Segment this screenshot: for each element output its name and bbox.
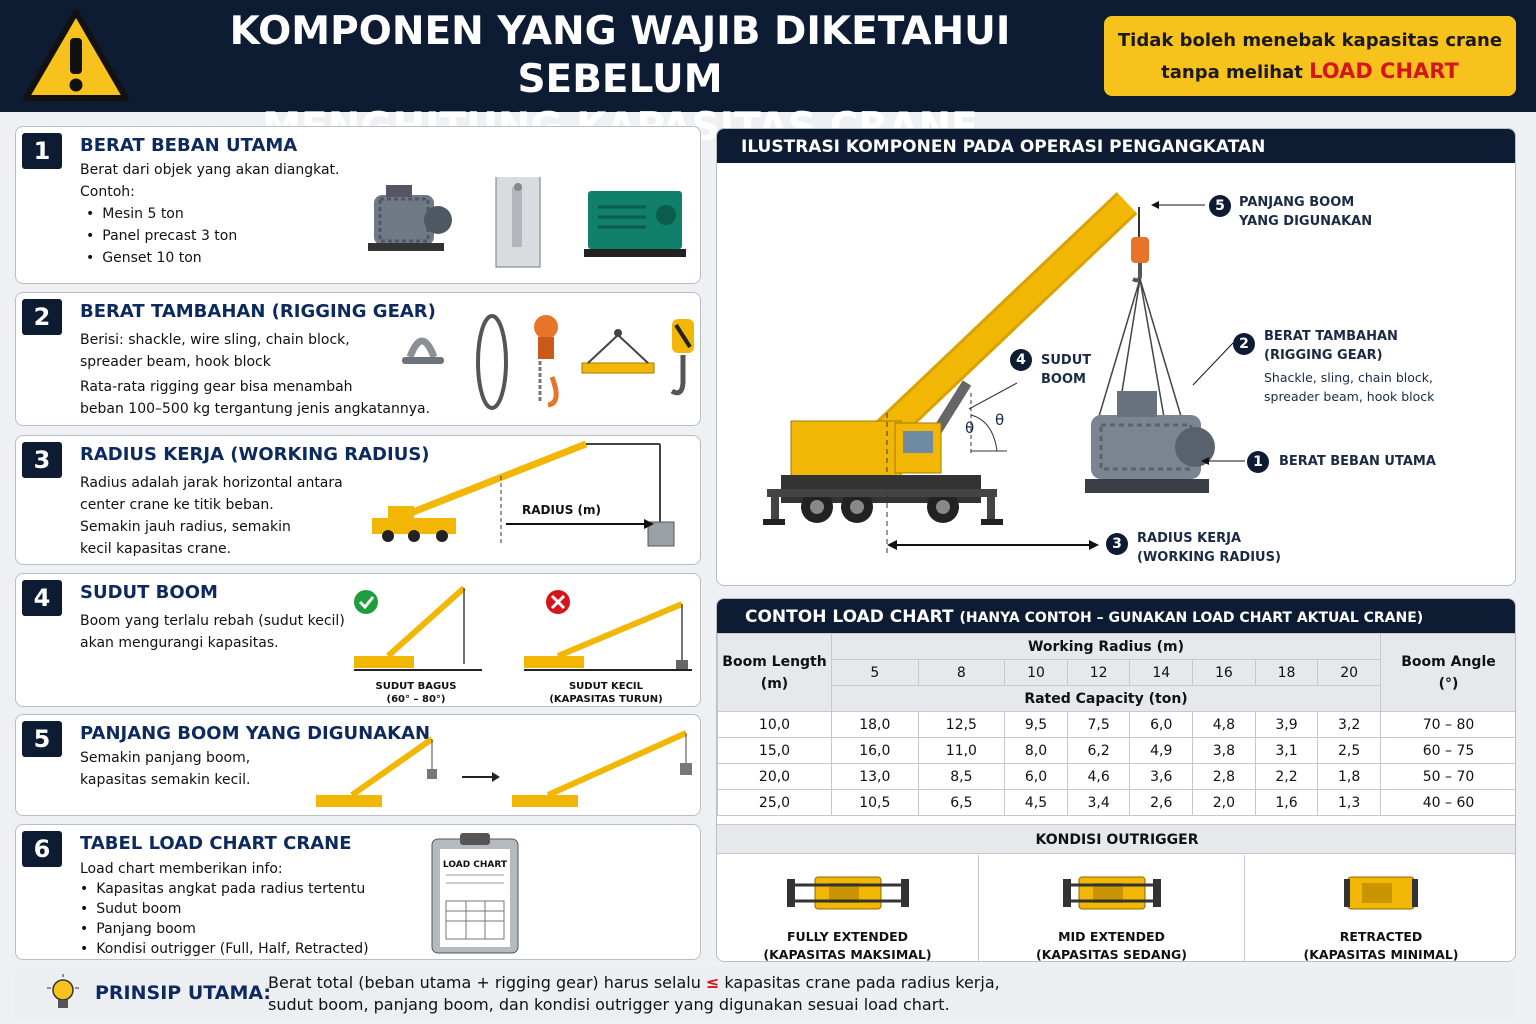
table-row: [718, 764, 1517, 790]
spreader-beam-icon: [582, 329, 654, 373]
capacity-cell: 3,6: [1130, 764, 1193, 790]
card-number: 1: [22, 133, 62, 169]
capacity-cell: 6,2: [1067, 738, 1130, 764]
long-boom-crane-icon: [512, 733, 692, 807]
boom-angle-cell: 60 – 75: [1381, 738, 1517, 764]
card-number: 2: [22, 299, 62, 335]
capacity-cell: 3,9: [1255, 712, 1318, 738]
capacity-cell: 10,5: [832, 790, 919, 816]
card-text: [80, 159, 339, 269]
angle-leader-line: [969, 383, 1017, 409]
motor-icon: [368, 185, 452, 251]
check-icon: [354, 590, 378, 614]
angle-arc: [971, 415, 997, 451]
card-line: Boom yang terlalu rebah (sudut kecil): [80, 613, 345, 629]
principle-text-part: kapasitas crane pada radius kerja,: [724, 973, 1000, 992]
outrigger-mid-extended: [979, 855, 1244, 962]
card-number: 5: [22, 721, 62, 757]
good-angle-label: SUDUT BAGUS: [375, 681, 457, 692]
capacity-cell: 6,0: [1005, 764, 1068, 790]
callout-badge-3: 3: [1106, 533, 1128, 555]
annotation-line: RADIUS KERJA: [1137, 531, 1242, 546]
bullet-item: • Kondisi outrigger (Full, Half, Retracted): [80, 939, 369, 959]
header-unit: (m): [760, 675, 789, 692]
precast-panel-icon: [496, 177, 540, 267]
radius-value: 16: [1193, 660, 1256, 686]
card-line: Semakin jauh radius, semakin: [80, 519, 291, 535]
outrigger-header: KONDISI OUTRIGGER: [717, 824, 1516, 854]
capacity-cell: 2,6: [1130, 790, 1193, 816]
card-boom-length: [15, 714, 701, 816]
title-line-1: KOMPONEN YANG WAJIB DIKETAHUI SEBELUM: [229, 9, 1011, 102]
hook-block-icon: [672, 319, 694, 393]
genset-icon: [584, 191, 686, 257]
callout-badge-1: 1: [1247, 451, 1269, 473]
lightbulb-icon: [45, 974, 81, 1012]
chain-block-icon: [534, 315, 558, 405]
capacity-cell: 1,6: [1255, 790, 1318, 816]
capacity-cell: 1,8: [1318, 764, 1381, 790]
card-number: 3: [22, 442, 62, 478]
card-text: [80, 859, 369, 959]
motor-load-icon: [1085, 391, 1215, 493]
radius-label: RADIUS (m): [522, 503, 601, 517]
outrigger-fully-extended: [717, 855, 978, 962]
boom-length-cell: 10,0: [718, 712, 832, 738]
radius-value: 5: [832, 660, 919, 686]
outrigger-label: MID EXTENDED: [1058, 929, 1165, 944]
annotation-working-radius: [1137, 529, 1281, 567]
principle-title: PRINSIP UTAMA:: [95, 982, 272, 1004]
capacity-cell: 3,2: [1318, 712, 1381, 738]
theta-label: θ: [995, 411, 1005, 429]
callout-badge-4: 4: [1010, 349, 1032, 371]
load-chart-heading: [717, 599, 1515, 633]
boom-length-diagram: [312, 729, 692, 815]
outrigger-mid-icon: [1047, 863, 1177, 923]
boom-length-cell: 25,0: [718, 790, 832, 816]
capacity-cell: 11,0: [918, 738, 1005, 764]
card-line: Berat dari objek yang akan diangkat.: [80, 162, 340, 178]
radius-value: 20: [1318, 660, 1381, 686]
capacity-cell: 13,0: [832, 764, 919, 790]
radius-value: 8: [918, 660, 1005, 686]
capacity-cell: 2,5: [1318, 738, 1381, 764]
card-line: Contoh:: [80, 184, 135, 200]
clipboard-label: LOAD CHART: [442, 860, 508, 870]
bullet-item: • Mesin 5 ton: [86, 203, 339, 225]
annotation-line: (RIGGING GEAR): [1264, 348, 1383, 363]
bullet-item: • Sudut boom: [80, 899, 369, 919]
crane-icon: [372, 444, 586, 542]
capacity-cell: 12,5: [918, 712, 1005, 738]
capacity-cell: 8,5: [918, 764, 1005, 790]
card-line: Berisi: shackle, wire sling, chain block,: [80, 332, 350, 348]
header-unit: (°): [1438, 675, 1459, 692]
low-angle-crane-icon: [524, 604, 692, 670]
radius-value: 14: [1130, 660, 1193, 686]
boom-angle-header: [1381, 634, 1517, 712]
arrow-right-icon: [462, 772, 500, 782]
card-text: [80, 472, 343, 560]
good-angle-caption: [361, 680, 471, 706]
outrigger-sub: (KAPASITAS MINIMAL): [1303, 947, 1459, 962]
card-title: RADIUS KERJA (WORKING RADIUS): [80, 444, 430, 465]
card-line: Load chart memberikan info:: [80, 861, 283, 877]
card-working-radius: [15, 435, 701, 565]
header-text: Boom Length: [722, 653, 827, 670]
card-line: kapasitas semakin kecil.: [80, 772, 251, 788]
callout-line-1: Tidak boleh menebak kapasitas crane: [1117, 30, 1503, 51]
callout-badge-5: 5: [1209, 195, 1231, 217]
annotation-line: YANG DIGUNAKAN: [1239, 214, 1373, 229]
capacity-cell: 4,8: [1193, 712, 1256, 738]
outrigger-full-icon: [783, 863, 913, 923]
radius-header: Working Radius (m): [832, 634, 1381, 660]
boom-angle-diagram: [352, 586, 692, 686]
outrigger-retracted-icon: [1316, 863, 1446, 923]
warning-icon: [22, 8, 130, 104]
annotation-boom-angle: [1041, 351, 1091, 389]
capacity-header: Rated Capacity (ton): [832, 686, 1381, 712]
illustration-panel: [716, 128, 1516, 586]
callout-prefix: tanpa melihat: [1161, 62, 1303, 83]
capacity-cell: 9,5: [1005, 712, 1068, 738]
capacity-cell: 2,0: [1193, 790, 1256, 816]
table-row: [718, 790, 1517, 816]
annotation-boom-length: [1239, 193, 1372, 231]
callout-highlight: LOAD CHART: [1309, 59, 1459, 83]
radius-diagram: [364, 436, 684, 562]
leader-line-2: [1193, 343, 1233, 385]
header-text: Boom Angle: [1401, 653, 1496, 670]
card-title: SUDUT BOOM: [80, 582, 218, 603]
card-line: Radius adalah jarak horizontal antara: [80, 475, 343, 491]
capacity-cell: 2,8: [1193, 764, 1256, 790]
capacity-cell: 8,0: [1005, 738, 1068, 764]
annotation-line: PANJANG BOOM: [1239, 195, 1355, 210]
annotation-desc: spreader beam, hook block: [1264, 389, 1435, 404]
card-text: [80, 329, 430, 420]
arrow-head-icon: [887, 540, 897, 550]
load-examples-illustration: [366, 177, 696, 277]
shackle-icon: [402, 341, 444, 364]
card-title: BERAT TAMBAHAN (RIGGING GEAR): [80, 301, 436, 322]
card-text: [80, 610, 345, 654]
card-line: beban 100–500 kg tergantung jenis angkatannya.: [80, 401, 431, 417]
hook-block-icon: [1131, 237, 1149, 280]
card-title: PANJANG BOOM YANG DIGUNAKAN: [80, 723, 431, 744]
boom-length-header: [718, 634, 832, 712]
bad-angle-label: SUDUT KECIL: [568, 681, 644, 692]
capacity-cell: 16,0: [832, 738, 919, 764]
annotation-line: BERAT TAMBAHAN: [1264, 329, 1398, 344]
radius-value: 18: [1255, 660, 1318, 686]
bad-angle-note: (KAPASITAS TURUN): [549, 694, 663, 705]
capacity-cell: 4,6: [1067, 764, 1130, 790]
load-chart-panel: [716, 598, 1516, 962]
card-text: [80, 747, 251, 791]
bullet-item: • Genset 10 ton: [86, 247, 339, 269]
cross-icon: [546, 590, 570, 614]
card-line: spreader beam, hook block: [80, 354, 271, 370]
outrigger-sub: (KAPASITAS SEDANG): [1035, 947, 1188, 962]
capacity-cell: 3,1: [1255, 738, 1318, 764]
radius-value: 10: [1005, 660, 1068, 686]
less-equal-symbol: ≤: [705, 973, 720, 992]
capacity-cell: 2,2: [1255, 764, 1318, 790]
card-main-load: [15, 126, 701, 284]
capacity-cell: 18,0: [832, 712, 919, 738]
warning-callout: [1104, 16, 1516, 96]
annotation-main-load: BERAT BEBAN UTAMA: [1279, 454, 1436, 469]
outrigger-label: RETRACTED: [1339, 929, 1423, 944]
clipboard-icon: [430, 831, 520, 955]
principle-text-part: Berat total (beban utama + rigging gear) harus selalu: [268, 973, 701, 992]
boom-length-cell: 20,0: [718, 764, 832, 790]
outrigger-retracted: [1245, 855, 1516, 962]
load-chart-title: CONTOH LOAD CHART: [745, 607, 954, 627]
short-boom-crane-icon: [316, 739, 437, 807]
callout-badge-2: 2: [1233, 333, 1255, 355]
callout-line-2: [1104, 56, 1516, 88]
arrow-head-icon: [1151, 201, 1159, 209]
principle-line-1: [268, 972, 1000, 994]
annotation-line: BOOM: [1041, 372, 1086, 387]
card-rigging-gear: [15, 292, 701, 426]
annotation-desc: Shackle, sling, chain block,: [1264, 370, 1433, 385]
capacity-cell: 1,3: [1318, 790, 1381, 816]
load-chart-table: [717, 633, 1516, 816]
radius-value: 12: [1067, 660, 1130, 686]
capacity-cell: 6,5: [918, 790, 1005, 816]
capacity-cell: 4,9: [1130, 738, 1193, 764]
card-title: BERAT BEBAN UTAMA: [80, 135, 298, 156]
boom-angle-cell: 50 – 70: [1381, 764, 1517, 790]
annotation-line: SUDUT: [1041, 353, 1092, 368]
bad-angle-caption: [546, 680, 666, 706]
header-banner: [0, 0, 1536, 112]
outrigger-sub: (KAPASITAS MAKSIMAL): [763, 947, 932, 962]
capacity-cell: 6,0: [1130, 712, 1193, 738]
good-angle-range: (60° – 80°): [386, 694, 446, 705]
card-line: Rata-rata rigging gear bisa menambah: [80, 379, 353, 395]
card-number: 4: [22, 580, 62, 616]
theta-label: θ: [965, 419, 975, 437]
table-row: [718, 712, 1517, 738]
card-line: kecil kapasitas crane.: [80, 541, 232, 557]
wire-sling-icon: [478, 316, 506, 408]
outrigger-label: FULLY EXTENDED: [786, 929, 909, 944]
principle-footer: [15, 966, 1516, 1020]
arrow-head-icon: [1089, 540, 1099, 550]
capacity-cell: 3,4: [1067, 790, 1130, 816]
card-load-chart: [15, 824, 701, 960]
bullet-item: • Panel precast 3 ton: [86, 225, 339, 247]
illustration-heading: ILUSTRASI KOMPONEN PADA OPERASI PENGANGKATAN: [717, 129, 1515, 163]
bullet-item: • Kapasitas angkat pada radius tertentu: [80, 879, 369, 899]
table-row: [718, 738, 1517, 764]
boom-angle-cell: 70 – 80: [1381, 712, 1517, 738]
annotation-line: (WORKING RADIUS): [1137, 550, 1281, 565]
boom-angle-cell: 40 – 60: [1381, 790, 1517, 816]
card-boom-angle: [15, 573, 701, 707]
load-chart-note: (HANYA CONTOH – GUNAKAN LOAD CHART AKTUAL CRANE): [959, 610, 1424, 626]
capacity-cell: 4,5: [1005, 790, 1068, 816]
card-line: center crane ke titik beban.: [80, 497, 274, 513]
card-title: TABEL LOAD CHART CRANE: [80, 833, 352, 854]
boom-length-cell: 15,0: [718, 738, 832, 764]
capacity-cell: 3,8: [1193, 738, 1256, 764]
capacity-cell: 7,5: [1067, 712, 1130, 738]
card-number: 6: [22, 831, 62, 867]
principle-text: [268, 972, 1000, 1016]
rigging-gear-illustration: [396, 307, 696, 417]
principle-line-2: sudut boom, panjang boom, dan kondisi outrigger yang digunakan sesuai load chart.: [268, 995, 950, 1014]
bullet-item: • Panjang boom: [80, 919, 369, 939]
annotation-rigging-gear: [1264, 327, 1434, 406]
card-line: akan mengurangi kapasitas.: [80, 635, 279, 651]
card-line: Semakin panjang boom,: [80, 750, 251, 766]
load-box-icon: [648, 522, 674, 546]
